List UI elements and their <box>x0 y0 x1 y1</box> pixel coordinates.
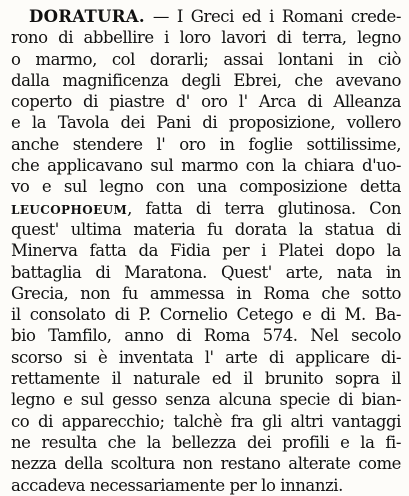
text-line-18: rettamente il naturale ed il brunito sopra il <box>11 369 401 389</box>
text-line-21: ne resulta che la bellezza dei profili e la fi- <box>11 432 401 452</box>
text-line-7: anche stendere l' oro in foglie sottilissime, <box>11 134 401 154</box>
text-line-15: il consolato di P. Cornelio Cetego e di M. Ba- <box>11 305 401 325</box>
text-line-6: e la Tavola dei Pani di proposizione, vollero <box>11 113 401 133</box>
text-line-10-rest: , fatta di terra glutinosa. Con <box>127 198 401 218</box>
text-line-20: co di apparecchio; talchè fra gli altri vantaggi <box>11 411 401 431</box>
text-line-17: scorso si è inventata l' arte di applicare di- <box>11 347 401 367</box>
article-heading: DORATURA. <box>29 7 145 26</box>
leucophoeum-term: LEUCOPHOEUM <box>11 202 128 217</box>
text-line-13: battaglia di Maratona. Quest' arte, nata in <box>11 262 401 282</box>
text-line-22: nezza della scoltura non restano alterate come <box>11 454 401 474</box>
text-line-1 <box>11 6 401 27</box>
text-line-19: legno e sul gesso senza alcuna specie di bian- <box>11 390 401 410</box>
document-page <box>11 6 401 496</box>
text-line-16: bio Tamfilo, anno di Roma 574. Nel secolo <box>11 326 401 346</box>
text-line-12: Minerva fatta da Fidia per i Platei dopo la <box>11 241 401 261</box>
text-line-2: rono di abbellire i loro lavori di terra, legno <box>11 28 401 48</box>
text-line-4: dalla magnificenza degli Ebrei, che avevano <box>11 70 401 90</box>
text-line-5: coperto di piastre d' oro l' Arca di Alleanza <box>11 92 401 112</box>
text-line-3: o marmo, col dorarli; assai lontani in ciò <box>11 49 401 69</box>
text-line-11: quest' ultima materia fu dorata la statua di <box>11 219 401 239</box>
text-line-8: che applicavano sul marmo con la chiara d'uo- <box>11 156 401 176</box>
text-line-10 <box>11 198 401 219</box>
text-line-1-rest: — I Greci ed i Romani crede- <box>144 7 401 26</box>
text-line-9: vo e sul legno con una composizione detta <box>11 177 401 197</box>
text-line-14: Grecia, non fu ammessa in Roma che sotto <box>11 283 401 303</box>
text-line-23: accadeva necessariamente per lo innanzi. <box>11 475 343 495</box>
